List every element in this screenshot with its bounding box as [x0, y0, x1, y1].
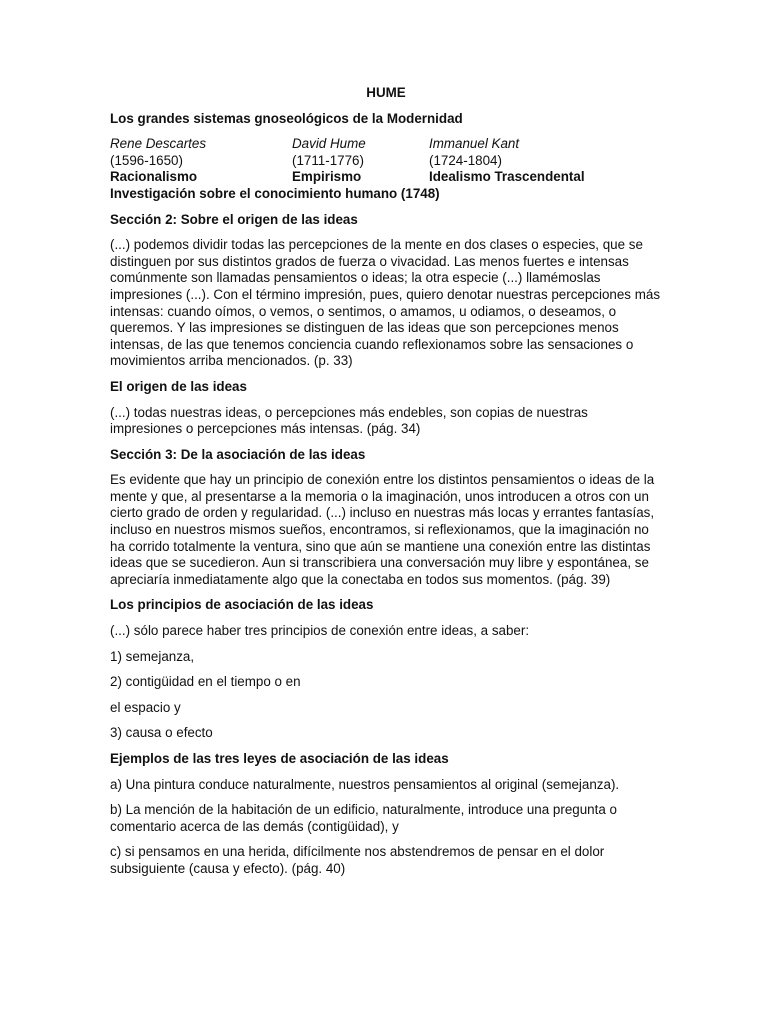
- name-descartes: Rene Descartes: [110, 136, 207, 152]
- principle-line: 1) semejanza,: [110, 648, 195, 664]
- principle-line: 3) causa o efecto: [110, 725, 213, 741]
- name-kant: Immanuel Kant: [429, 136, 520, 152]
- philosophers-names-row: [110, 136, 662, 153]
- name-hume: David Hume: [292, 136, 366, 152]
- principles-intro: (...) sólo parece haber tres principios de conexión entre ideas, a saber:: [110, 623, 530, 639]
- principles-heading: Los principios de asociación de las ideas: [110, 597, 374, 613]
- section3-heading: Sección 3: De la asociación de las ideas: [110, 446, 366, 462]
- philosophers-schools-row: [110, 169, 662, 186]
- examples-heading: Ejemplos de las tres leyes de asociación de las ideas: [110, 751, 449, 766]
- example-item: c) si pensamos en una herida, difícilmente nos abstendremos de pensar en el dolor subsiguiente (causa y efecto). (pág. 40): [110, 844, 605, 876]
- dates-descartes: (1596-1650): [110, 152, 183, 168]
- school-racionalismo: Racionalismo: [110, 169, 198, 185]
- work-heading: Investigación sobre el conocimiento humano (1748): [110, 185, 440, 201]
- dates-hume: (1711-1776): [292, 152, 364, 168]
- document-title: HUME: [366, 85, 406, 100]
- section2-heading: Sección 2: Sobre el origen de las ideas: [110, 211, 358, 227]
- section2-paragraph: (...) podemos dividir todas las percepciones de la mente en dos clases o especies, que se distinguen por sus distintos grados de fuerza o vivacidad. Las menos fuertes e intensas comúnmente son llamadas pensamientos o ideas; la otra especie (...) llamémoslas impresiones (...). Con el término impresión, pues, quiero denotar nuestras percepciones más intensas: cuando oímos, o vemos, o sentimos, o amamos, u odiamos, o deseamos, o queremos. Y las impresiones se distinguen de las ideas que son percepciones menos intensas, de las que tenemos conciencia cuando reflexionamos sobre las sensaciones o movimientos arriba mencionados. (p. 33): [110, 237, 661, 369]
- example-item: a) Una pintura conduce naturalmente, nuestros pensamientos al original (semejanza).: [110, 776, 620, 792]
- principle-line: 2) contigüidad en el tiempo o en: [110, 674, 301, 690]
- origin-paragraph: (...) todas nuestras ideas, o percepciones más endebles, son copias de nuestras impresiones o percepciones más intensas. (pág. 34): [110, 404, 588, 437]
- document-subtitle: Los grandes sistemas gnoseológicos de la Modernidad: [110, 110, 463, 126]
- principle-line: el espacio y: [110, 699, 181, 715]
- philosophers-dates-row: [110, 153, 662, 170]
- example-item: b) La mención de la habitación de un edificio, naturalmente, introduce una pregunta o comentario acerca de las demás (contigüidad), y: [110, 802, 617, 834]
- school-idealismo: Idealismo Trascendental: [429, 169, 585, 185]
- section3-paragraph: Es evidente que hay un principio de conexión entre los distintos pensamientos o ideas de la mente y que, al presentarse a la memoria o la imaginación, unos introducen a otros con un cierto grado de orden y regularidad. (...) incluso en nuestras más locas y errantes fantasías, incluso en nuestros mismos sueños, encontramos, si reflexionamos, que la imaginación no ha corrido totalmente la ventura, sino que aún se mantiene una conexión entre las distintas ideas que se sucedieron. Aun si transcribiera una conversación muy libre y espontánea, se apreciaría inmediatamente algo que la conectaba en todos sus momentos. (pág. 39): [110, 472, 655, 587]
- school-empirismo: Empirismo: [292, 169, 362, 185]
- origin-heading: El origen de las ideas: [110, 378, 247, 394]
- document-page: [110, 85, 662, 887]
- dates-kant: (1724-1804): [429, 152, 502, 168]
